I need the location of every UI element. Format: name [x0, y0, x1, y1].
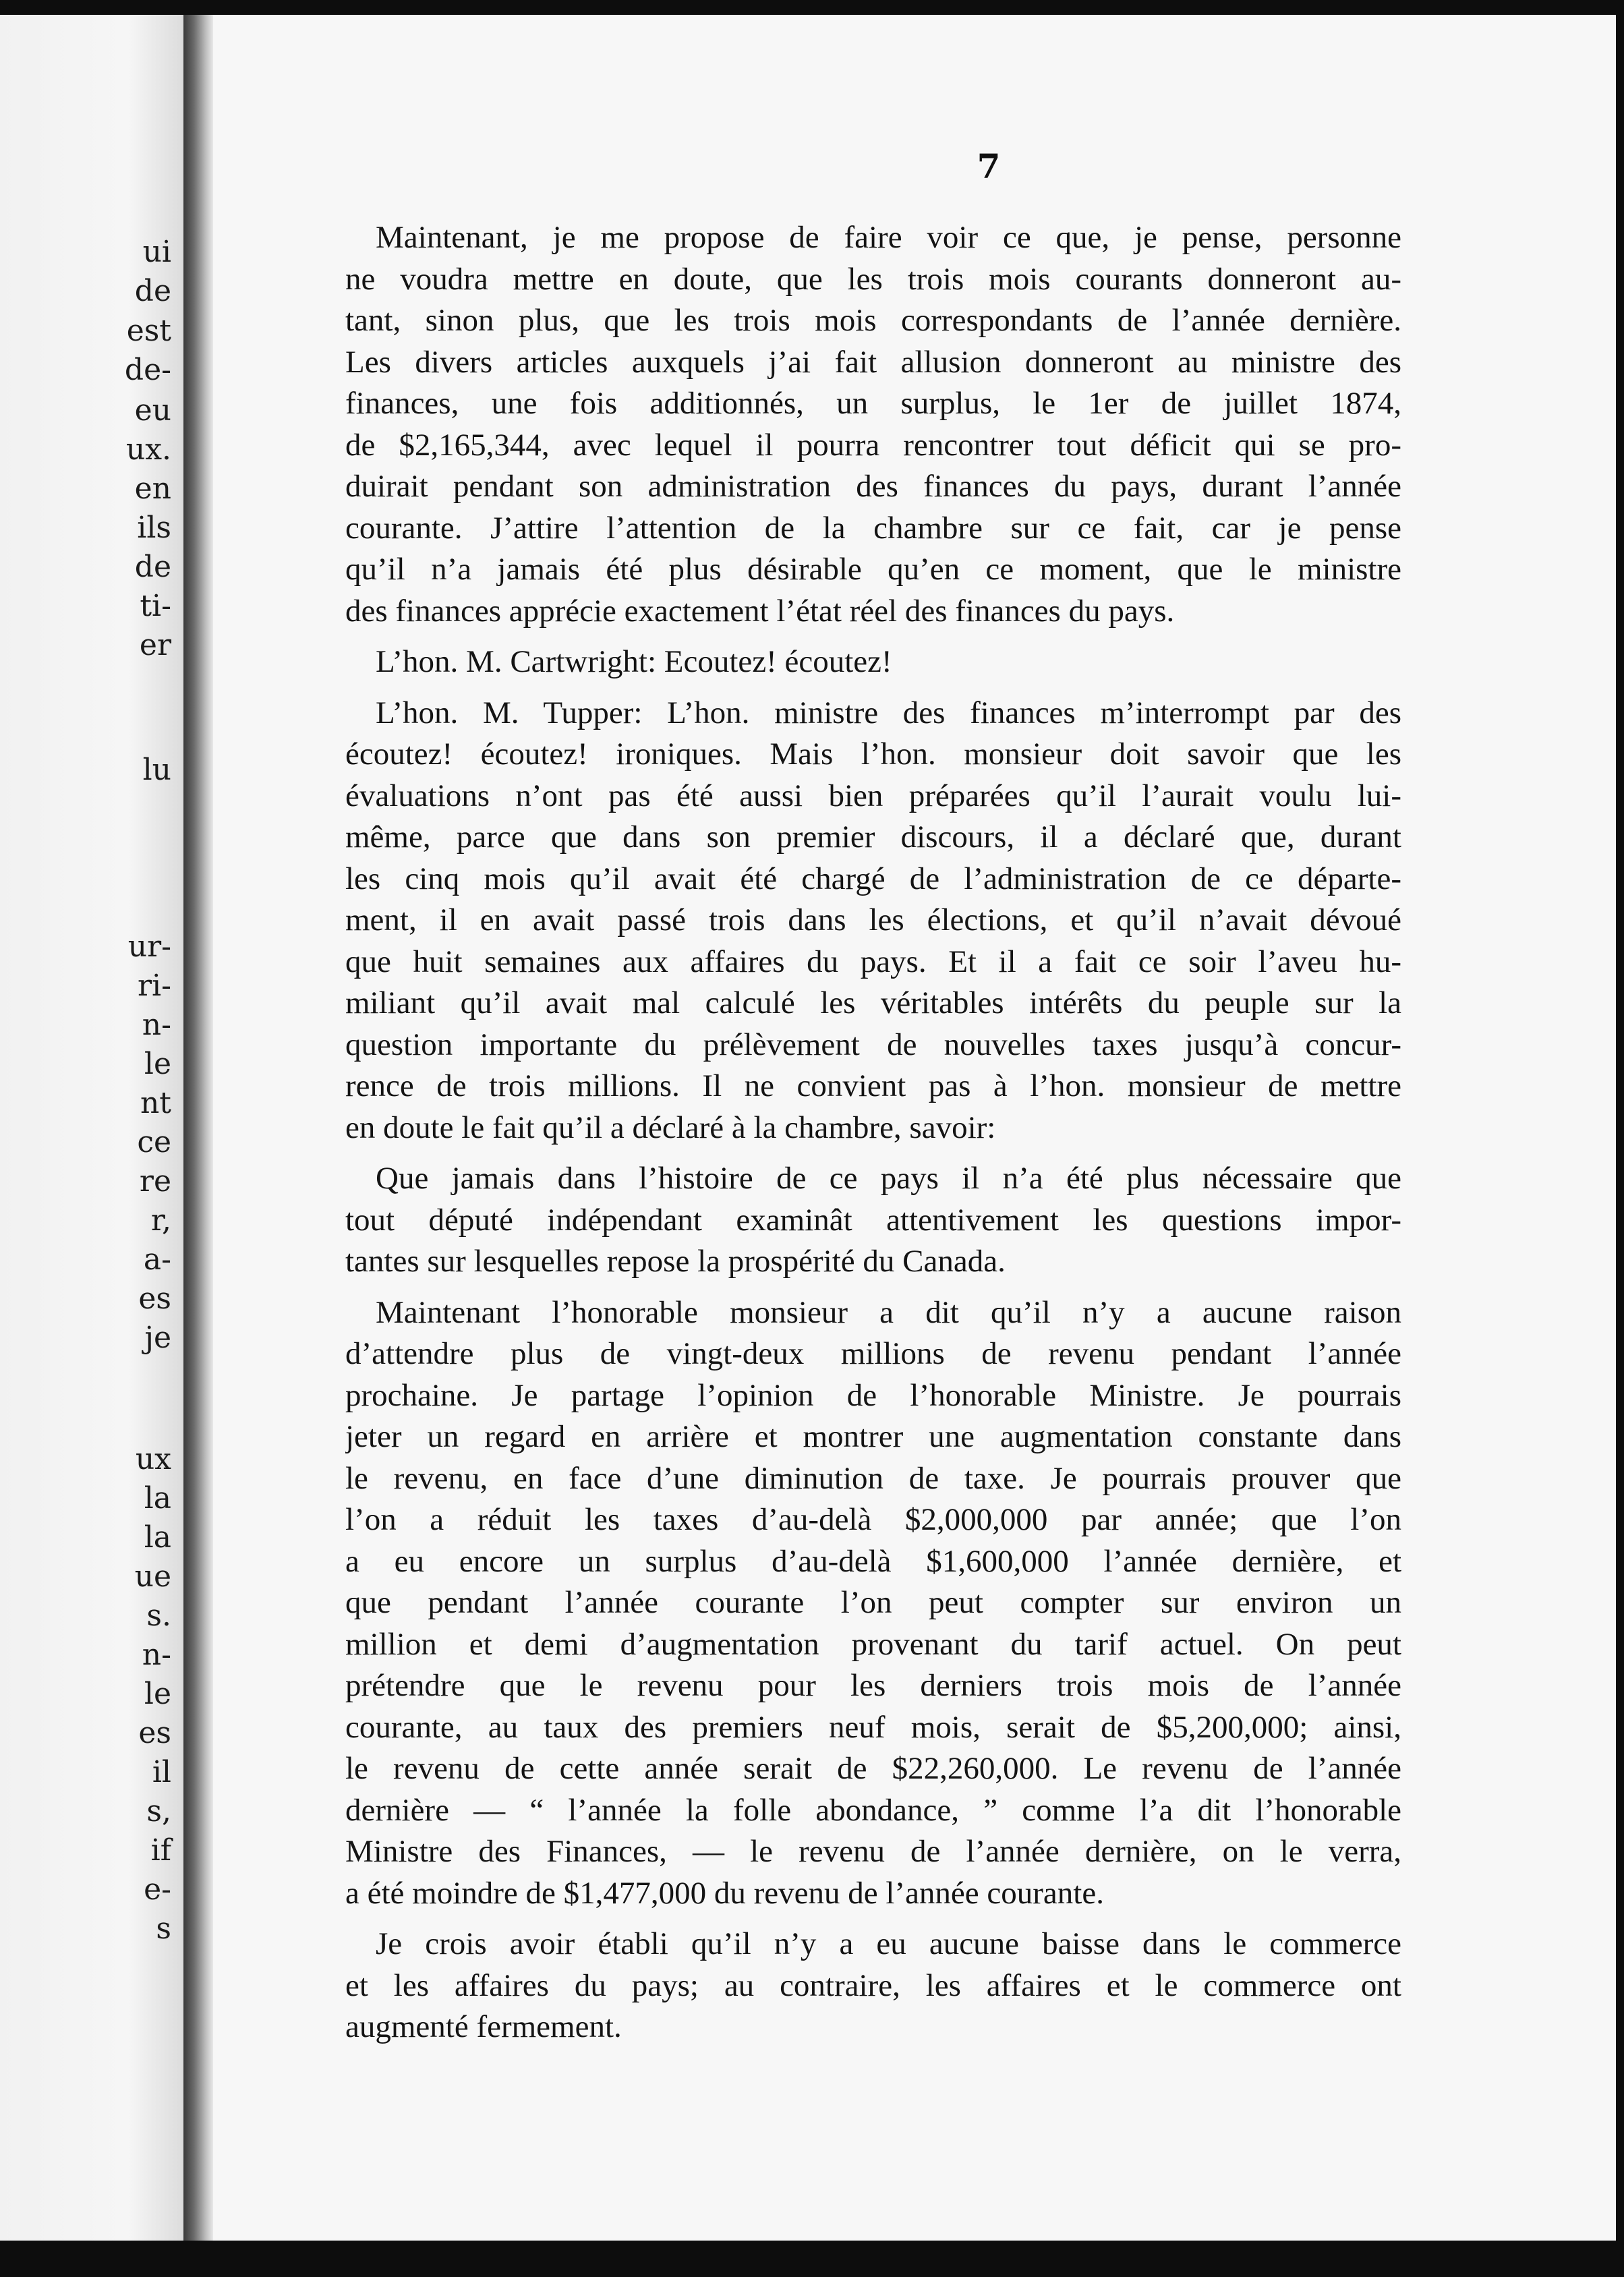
text-line: Maintenant l’honorable monsieur a dit qu’il n’y a aucune raison — [376, 1294, 1401, 1330]
text-line: évaluations n’ont pas été aussi bien préparées qu’il l’aurait voulu lui- — [345, 778, 1401, 813]
left-page-text-fragment: ui — [142, 235, 171, 269]
text-line: les cinq mois qu’il avait été chargé de l’administration de ce départe- — [345, 861, 1401, 896]
left-page-text-fragment: e- — [144, 1872, 171, 1907]
text-line: finances, une fois additionnés, un surplus, le 1er de juillet 1874, — [345, 386, 1401, 421]
left-page-text-fragment: s — [156, 1911, 171, 1946]
text-line: le revenu de cette année serait de $22,260,000. Le revenu de l’année — [345, 1751, 1401, 1786]
text-line: L’hon. M. Tupper: L’hon. ministre des finances m’interrompt par des — [376, 695, 1401, 730]
left-page-text-fragment: ux — [135, 1442, 171, 1476]
text-line: augmenté fermement. — [345, 2009, 622, 2044]
text-line: Les divers articles auxquels j’ai fait allusion donneront au ministre des — [345, 344, 1401, 380]
left-page-text-fragment: eu — [134, 393, 171, 428]
text-line: d’attendre plus de vingt-deux millions de revenu pendant l’année — [345, 1336, 1401, 1371]
text-line: ment, il en avait passé trois dans les élections, et qu’il n’avait dévoué — [345, 902, 1401, 938]
text-line: Que jamais dans l’histoire de ce pays il n’a été plus nécessaire que — [376, 1161, 1401, 1196]
text-line: a été moindre de $1,477,000 du revenu de l’année courante. — [345, 1875, 1104, 1911]
text-line: des finances apprécie exactement l’état réel des finances du pays. — [345, 593, 1175, 629]
text-line: Je crois avoir établi qu’il n’y a eu aucune baisse dans le commerce — [376, 1926, 1401, 1961]
text-line: de $2,165,344, avec lequel il pourra rencontrer tout déficit qui se pro- — [345, 427, 1401, 463]
text-line: ne voudra mettre en doute, que les trois mois courants donneront au- — [345, 261, 1401, 297]
text-line: million et demi d’augmentation provenant du tarif actuel. On peut — [345, 1626, 1401, 1662]
text-line: tantes sur lesquelles repose la prospérité du Canada. — [345, 1244, 1006, 1279]
text-line: que pendant l’année courante l’on peut compter sur environ un — [345, 1585, 1401, 1620]
text-line: a eu encore un surplus d’au-delà $1,600,000 l’année dernière, et — [345, 1543, 1401, 1579]
left-page-text-fragment: ur- — [127, 929, 171, 964]
text-line: courante, au taux des premiers neuf mois, serait de $5,200,000; ainsi, — [345, 1709, 1401, 1745]
text-line: duirait pendant son administration des finances du pays, durant l’année — [345, 469, 1401, 504]
left-page-text-fragment: le — [144, 1677, 171, 1711]
page-number: 7 — [977, 146, 1001, 186]
text-line: et les affaires du pays; au contraire, les affaires et le commerce ont — [345, 1967, 1401, 2003]
text-line: l’on a réduit les taxes d’au-delà $2,000,000 par année; que l’on — [345, 1502, 1401, 1537]
paragraph — [345, 1158, 1401, 1283]
text-line: L’hon. M. Cartwright: Ecoutez! écoutez! — [376, 644, 892, 679]
left-page-text-fragment: r, — [150, 1203, 171, 1238]
text-line: Maintenant, je me propose de faire voir ce que, je pense, personne — [376, 220, 1401, 255]
left-page-text-fragment: n- — [142, 1008, 171, 1042]
text-line: rence de trois millions. Il ne convient pas à l’hon. monsieur de mettre — [345, 1068, 1401, 1103]
left-page-text-fragment: est — [126, 314, 171, 348]
text-line: tant, sinon plus, que les trois mois correspondants de l’année dernière. — [345, 303, 1401, 338]
left-page-text-fragment: ce — [137, 1125, 171, 1159]
page-gutter — [183, 15, 213, 2241]
text-line: prochaine. Je partage l’opinion de l’honorable Ministre. Je pourrais — [345, 1377, 1401, 1413]
left-page-text-fragment: ils — [137, 511, 171, 545]
left-page-text-fragment: la — [144, 1481, 171, 1516]
left-page-text-fragment: ue — [134, 1559, 171, 1594]
left-page-text-fragment: a- — [143, 1242, 171, 1277]
left-page-text-fragment: de — [134, 550, 171, 584]
left-page-text-fragment: la — [144, 1520, 171, 1555]
text-line: question importante du prélèvement de nouvelles taxes jusqu’à concur- — [345, 1027, 1401, 1062]
paragraph — [345, 217, 1401, 632]
text-line: miliant qu’il avait mal calculé les véritables intérêts du peuple sur la — [345, 985, 1401, 1020]
left-page-text-fragment: il — [152, 1755, 171, 1789]
text-line: dernière — “ l’année la folle abondance, ” comme l’a dit l’honorable — [345, 1792, 1401, 1828]
paragraph — [345, 1924, 1401, 2048]
left-page-text-fragment: if — [150, 1833, 171, 1868]
paragraph — [345, 1292, 1401, 1915]
left-page-edge — [0, 15, 183, 2241]
text-line: même, parce que dans son premier discours, il a déclaré que, durant — [345, 819, 1401, 855]
text-line: que huit semaines aux affaires du pays. Et il a fait ce soir l’aveu hu- — [345, 944, 1401, 979]
left-page-text-fragment: es — [138, 1716, 171, 1750]
text-line: Ministre des Finances, — le revenu de l’année dernière, on le verra, — [345, 1834, 1401, 1869]
left-page-text-fragment: de — [134, 274, 171, 308]
left-page-text-fragment: s. — [146, 1598, 171, 1633]
left-page-text-fragment: lu — [142, 753, 171, 787]
left-page-text-fragment: s, — [146, 1794, 171, 1828]
left-page-text-fragment: ri- — [138, 969, 171, 1003]
page — [213, 15, 1616, 2241]
left-page-text-fragment: er — [139, 628, 171, 662]
left-page-text-fragment: es — [138, 1281, 171, 1316]
text-line: courante. J’attire l’attention de la chambre sur ce fait, car je pense — [345, 510, 1401, 546]
text-line: qu’il n’a jamais été plus désirable qu’en ce moment, que le ministre — [345, 552, 1401, 587]
left-page-text-fragment: re — [139, 1164, 171, 1199]
left-page-text-fragment: ti- — [140, 589, 171, 623]
left-page-text-fragment: nt — [140, 1086, 171, 1120]
left-page-text-fragment: je — [144, 1321, 171, 1355]
text-line: jeter un regard en arrière et montrer une augmentation constante dans — [345, 1419, 1401, 1454]
paragraph — [345, 641, 1401, 683]
text-line: écoutez! écoutez! ironiques. Mais l’hon. monsieur doit savoir que les — [345, 737, 1401, 772]
left-page-text-fragment: le — [144, 1047, 171, 1081]
left-page-text-fragment: ux. — [125, 432, 171, 467]
text-line: prétendre que le revenu pour les derniers trois mois de l’année — [345, 1668, 1401, 1703]
text-line: le revenu, en face d’une diminution de taxe. Je pourrais prouver que — [345, 1460, 1401, 1496]
text-line: tout député indépendant examinât attentivement les questions impor- — [345, 1202, 1401, 1238]
left-page-text-fragment: de- — [124, 353, 171, 387]
left-page-text-fragment: n- — [142, 1638, 171, 1672]
body-text — [345, 217, 1401, 2048]
text-line: en doute le fait qu’il a déclaré à la chambre, savoir: — [345, 1109, 996, 1145]
paragraph — [345, 693, 1401, 1149]
left-page-text-fragment: en — [134, 471, 171, 506]
